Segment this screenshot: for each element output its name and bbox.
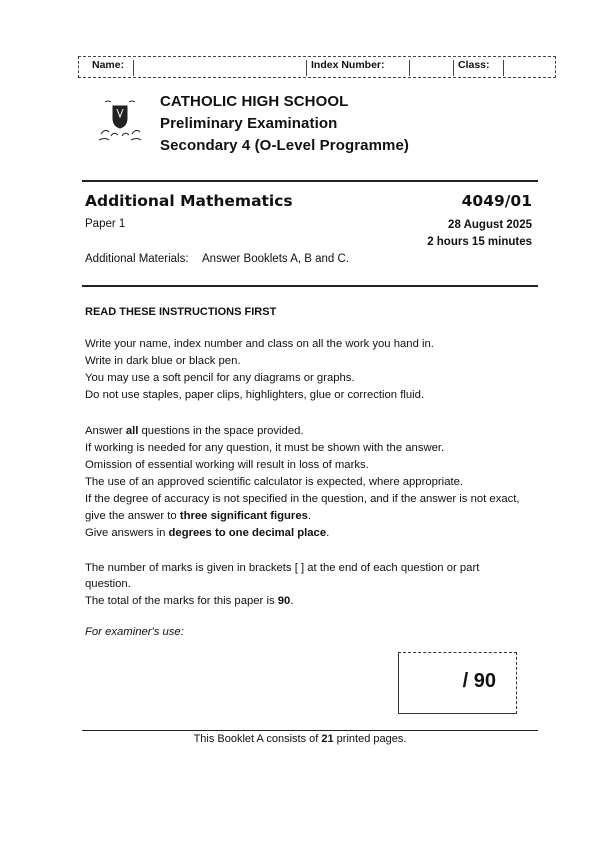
class-field-divider xyxy=(453,60,454,76)
materials-label: Additional Materials: xyxy=(85,253,189,265)
materials-value: Answer Booklets A, B and C. xyxy=(202,253,350,265)
instructions-heading: READ THESE INSTRUCTIONS FIRST xyxy=(85,306,277,318)
index-field-divider xyxy=(306,60,307,76)
instruction-line: Do not use staples, paper clips, highlighters, glue or correction fluid. xyxy=(85,389,425,401)
instruction-line: Write in dark blue or black pen. xyxy=(85,355,241,367)
middle-divider xyxy=(82,285,538,287)
name-field-divider xyxy=(133,60,134,76)
instruction-line: If working is needed for any question, it must be shown with the answer. xyxy=(85,442,445,454)
instruction-line: Give answers in degrees to one decimal place. xyxy=(85,527,330,539)
instructions-block-2 xyxy=(85,424,520,540)
instruction-line: The use of an approved scientific calculator is expected, where appropriate. xyxy=(85,476,464,488)
paper-number: Paper 1 xyxy=(85,218,126,230)
footer-page-count: This Booklet A consists of 21 printed pages. xyxy=(193,733,407,745)
examiners-use-label: For examiner's use: xyxy=(85,626,184,638)
school-crest-icon xyxy=(95,98,145,148)
total-marks-value: / 90 xyxy=(462,670,496,692)
instruction-line: question. xyxy=(85,578,131,590)
subject-title: Additional Mathematics xyxy=(85,192,293,210)
instruction-line: Omission of essential working will result in loss of marks. xyxy=(85,459,369,471)
class-label: Class: xyxy=(458,59,490,71)
instruction-line: You may use a soft pencil for any diagrams or graphs. xyxy=(85,372,355,384)
exam-title: Preliminary Examination xyxy=(160,115,338,132)
top-divider xyxy=(82,180,538,182)
footer-divider xyxy=(82,730,538,731)
index-box-left-divider xyxy=(409,60,410,76)
index-number-label: Index Number: xyxy=(311,59,385,71)
instruction-line: The number of marks is given in brackets [ ] at the end of each question or part xyxy=(85,562,480,574)
subject-code: 4049/01 xyxy=(461,192,532,210)
instructions-block-1 xyxy=(85,337,434,402)
class-box-divider xyxy=(503,60,504,76)
instruction-line: Write your name, index number and class on all the work you hand in. xyxy=(85,338,434,350)
instruction-line: give the answer to three significant figures. xyxy=(85,510,312,522)
instruction-line: If the degree of accuracy is not specified in the question, and if the answer is not exact, xyxy=(85,493,520,505)
instruction-line: Answer all questions in the space provided. xyxy=(85,425,304,437)
name-label: Name: xyxy=(92,59,125,71)
programme-title: Secondary 4 (O-Level Programme) xyxy=(160,137,410,154)
school-name: CATHOLIC HIGH SCHOOL xyxy=(160,93,349,110)
exam-duration: 2 hours 15 minutes xyxy=(427,236,532,248)
instruction-line: The total of the marks for this paper is 90. xyxy=(85,595,294,607)
exam-date: 28 August 2025 xyxy=(448,219,532,231)
instructions-block-3 xyxy=(85,561,479,608)
